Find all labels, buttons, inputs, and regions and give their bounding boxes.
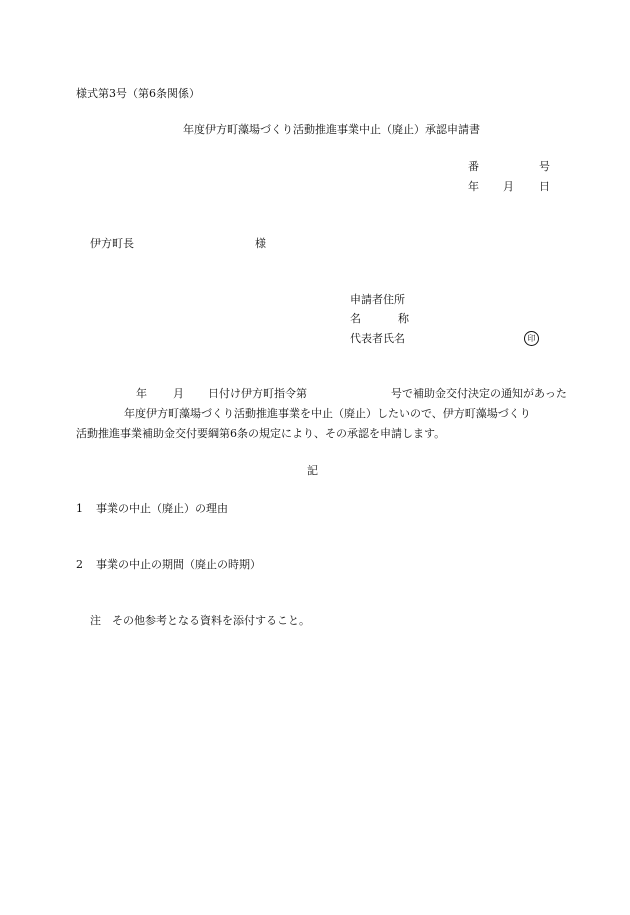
date-month-label: 月 (503, 180, 514, 193)
number-suffix: 号 (539, 160, 550, 173)
note-label: 注 (90, 614, 101, 627)
number-label: 番 (468, 160, 479, 173)
body-year-label: 年 (136, 387, 147, 400)
date-day-label: 日 (539, 180, 550, 193)
body-text-line1-mid: 日付け伊方町指令第 (208, 387, 307, 400)
form-number: 様式第3号（第6条関係） (76, 87, 200, 100)
addressee-name: 伊方町長 (90, 237, 134, 250)
item-2-number: 2 (76, 558, 83, 571)
body-text-line3: 活動推進事業補助金交付要綱第6条の規定により、その承認を申請します。 (76, 427, 446, 440)
body-text-line1-end: 号で補助金交付決定の通知があった (391, 387, 567, 400)
representative-name-label: 代表者氏名 (350, 332, 405, 345)
note-text: その他参考となる資料を添付すること。 (112, 614, 310, 627)
date-year-label: 年 (468, 180, 479, 193)
applicant-name-label-1: 名 (350, 312, 361, 325)
body-month-label: 月 (173, 387, 184, 400)
item-1-number: 1 (76, 502, 83, 515)
seal-mark: 印 (524, 331, 539, 346)
body-text-line2: 年度伊方町藻場づくり活動推進事業を中止（廃止）したいので、伊方町藻場づくり (124, 407, 531, 420)
applicant-address-label: 申請者住所 (350, 293, 405, 306)
document-title: 年度伊方町藻場づくり活動推進事業中止（廃止）承認申請書 (183, 123, 480, 136)
applicant-name-label-2: 称 (398, 312, 409, 325)
item-1-text: 事業の中止（廃止）の理由 (96, 502, 228, 515)
ki-heading: 記 (307, 464, 318, 477)
item-2-text: 事業の中止の期間（廃止の時期） (96, 558, 261, 571)
addressee-honorific: 様 (255, 237, 266, 250)
